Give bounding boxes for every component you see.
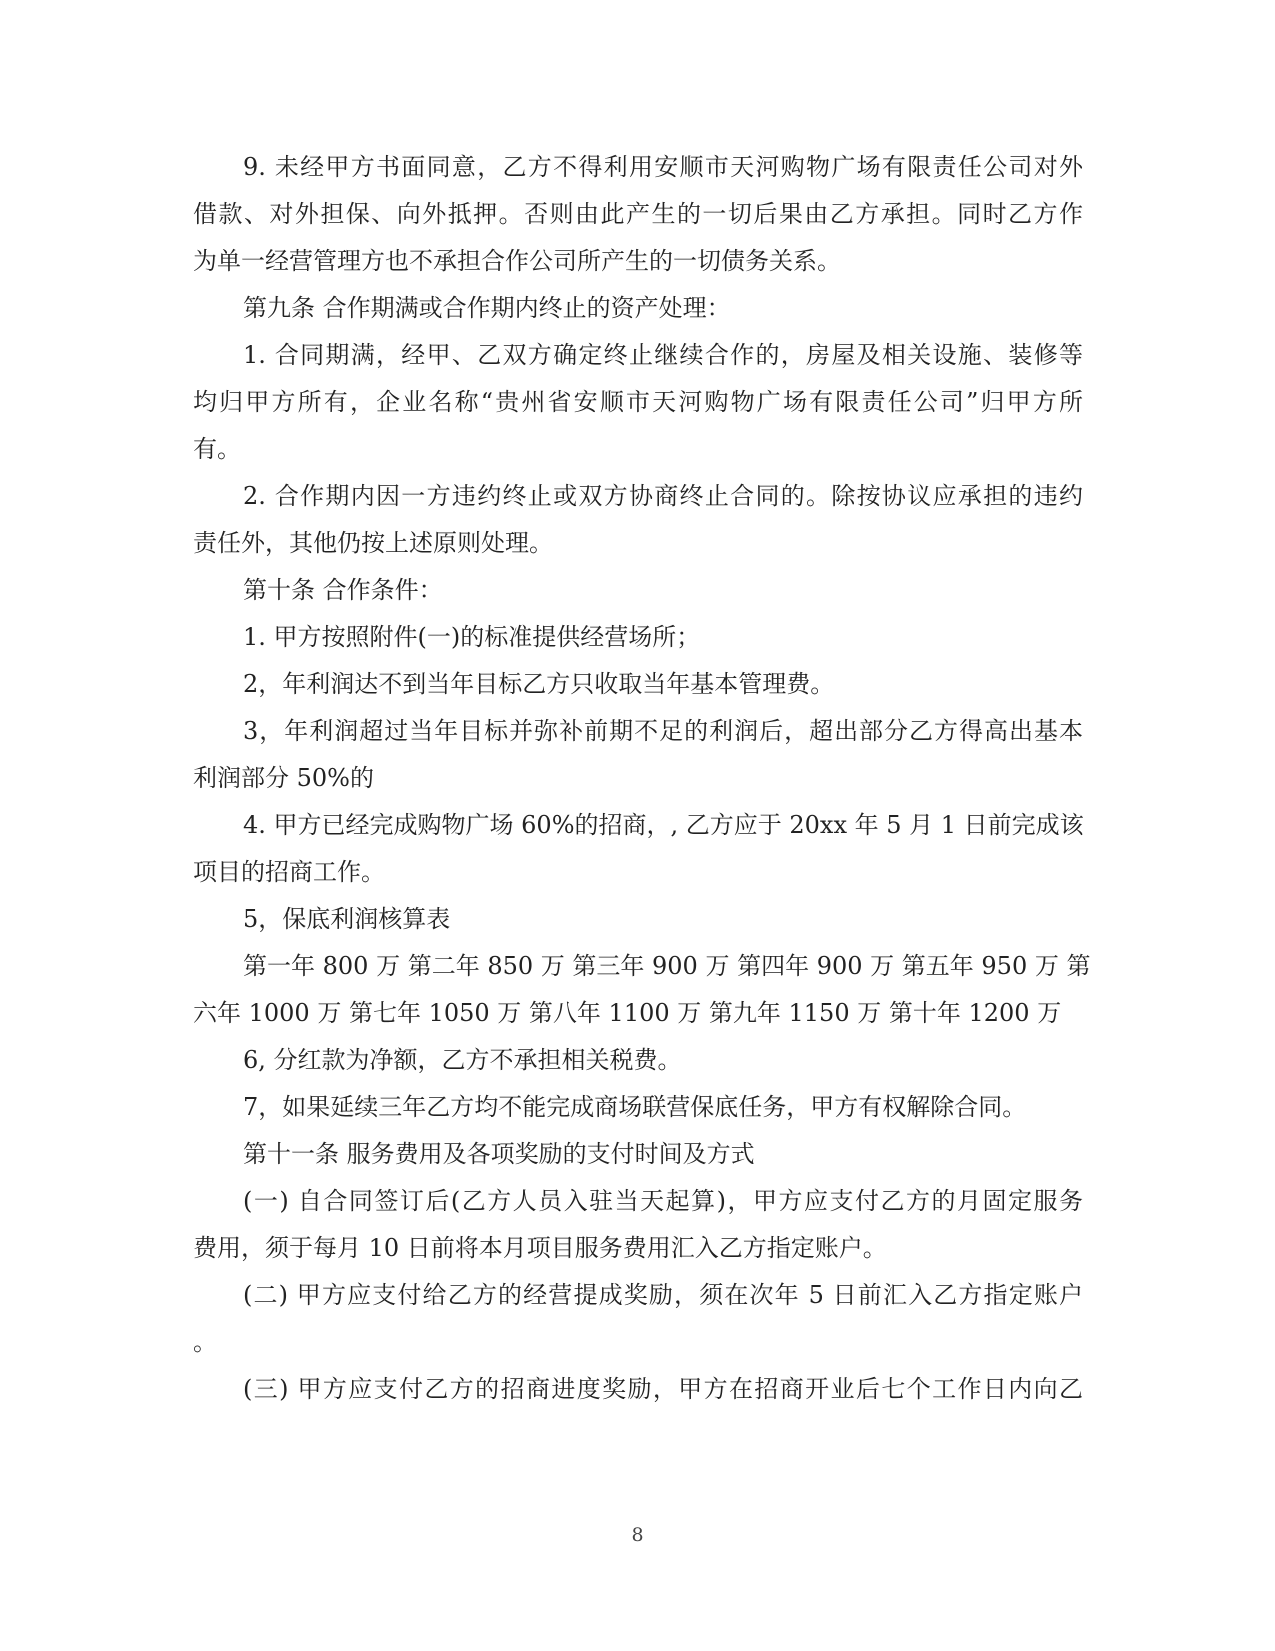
text-line: 责任外，其他仍按上述原则处理。: [193, 529, 553, 557]
text-line: 项目的招商工作。: [193, 858, 385, 886]
text-line: 2. 合作期内因一方违约终止或双方协商终止合同的。除按协议应承担的违约: [243, 482, 1083, 510]
profit-table-line: 六年 1000 万 第七年 1050 万 第八年 1100 万 第九年 1150 万 第十年 1200 万: [193, 999, 1062, 1027]
text-line: 1. 合同期满，经甲、乙双方确定终止继续合作的，房屋及相关设施、装修等: [243, 341, 1083, 369]
text-line: 6, 分红款为净额，乙方不承担相关税费。: [243, 1046, 682, 1074]
text-line: 为单一经营管理方也不承担合作公司所产生的一切债务关系。: [193, 247, 841, 275]
page-number: 8: [631, 1524, 644, 1546]
text-line: 2，年利润达不到当年目标乙方只收取当年基本管理费。: [243, 670, 835, 698]
section-heading: 第十条 合作条件：: [243, 576, 443, 604]
text-line: 借款、对外担保、向外抵押。否则由此产生的一切后果由乙方承担。同时乙方作: [193, 200, 1083, 228]
section-heading: 第九条 合作期满或合作期内终止的资产处理：: [243, 294, 731, 322]
text-line: (一) 自合同签订后(乙方人员入驻当天起算)，甲方应支付乙方的月固定服务: [243, 1187, 1083, 1215]
text-line: 7，如果延续三年乙方均不能完成商场联营保底任务，甲方有权解除合同。: [243, 1093, 1027, 1121]
text-line: 。: [193, 1328, 217, 1356]
profit-table-line: 第一年 800 万 第二年 850 万 第三年 900 万 第四年 900 万 第五年 950 万 第: [243, 952, 1091, 980]
text-line: 3，年利润超过当年目标并弥补前期不足的利润后，超出部分乙方得高出基本: [243, 717, 1083, 745]
text-line: (三) 甲方应支付乙方的招商进度奖励，甲方在招商开业后七个工作日内向乙: [243, 1375, 1083, 1403]
text-line: 1. 甲方按照附件(一)的标准提供经营场所；: [243, 623, 701, 651]
text-line: 利润部分 50%的: [193, 764, 374, 792]
text-line: 均归甲方所有，企业名称“贵州省安顺市天河购物广场有限责任公司”归甲方所: [193, 388, 1083, 416]
text-line: (二) 甲方应支付给乙方的经营提成奖励，须在次年 5 日前汇入乙方指定账户: [243, 1281, 1083, 1309]
text-line: 有。: [193, 435, 241, 463]
text-line: 9. 未经甲方书面同意，乙方不得利用安顺市天河购物广场有限责任公司对外: [243, 153, 1083, 181]
section-heading: 第十一条 服务费用及各项奖励的支付时间及方式: [243, 1140, 755, 1168]
text-line: 费用，须于每月 10 日前将本月项目服务费用汇入乙方指定账户。: [193, 1234, 887, 1262]
text-line: 5，保底利润核算表: [243, 905, 451, 933]
text-line: 4. 甲方已经完成购物广场 60%的招商，, 乙方应于 20xx 年 5 月 1 日前完成该: [243, 811, 1084, 839]
